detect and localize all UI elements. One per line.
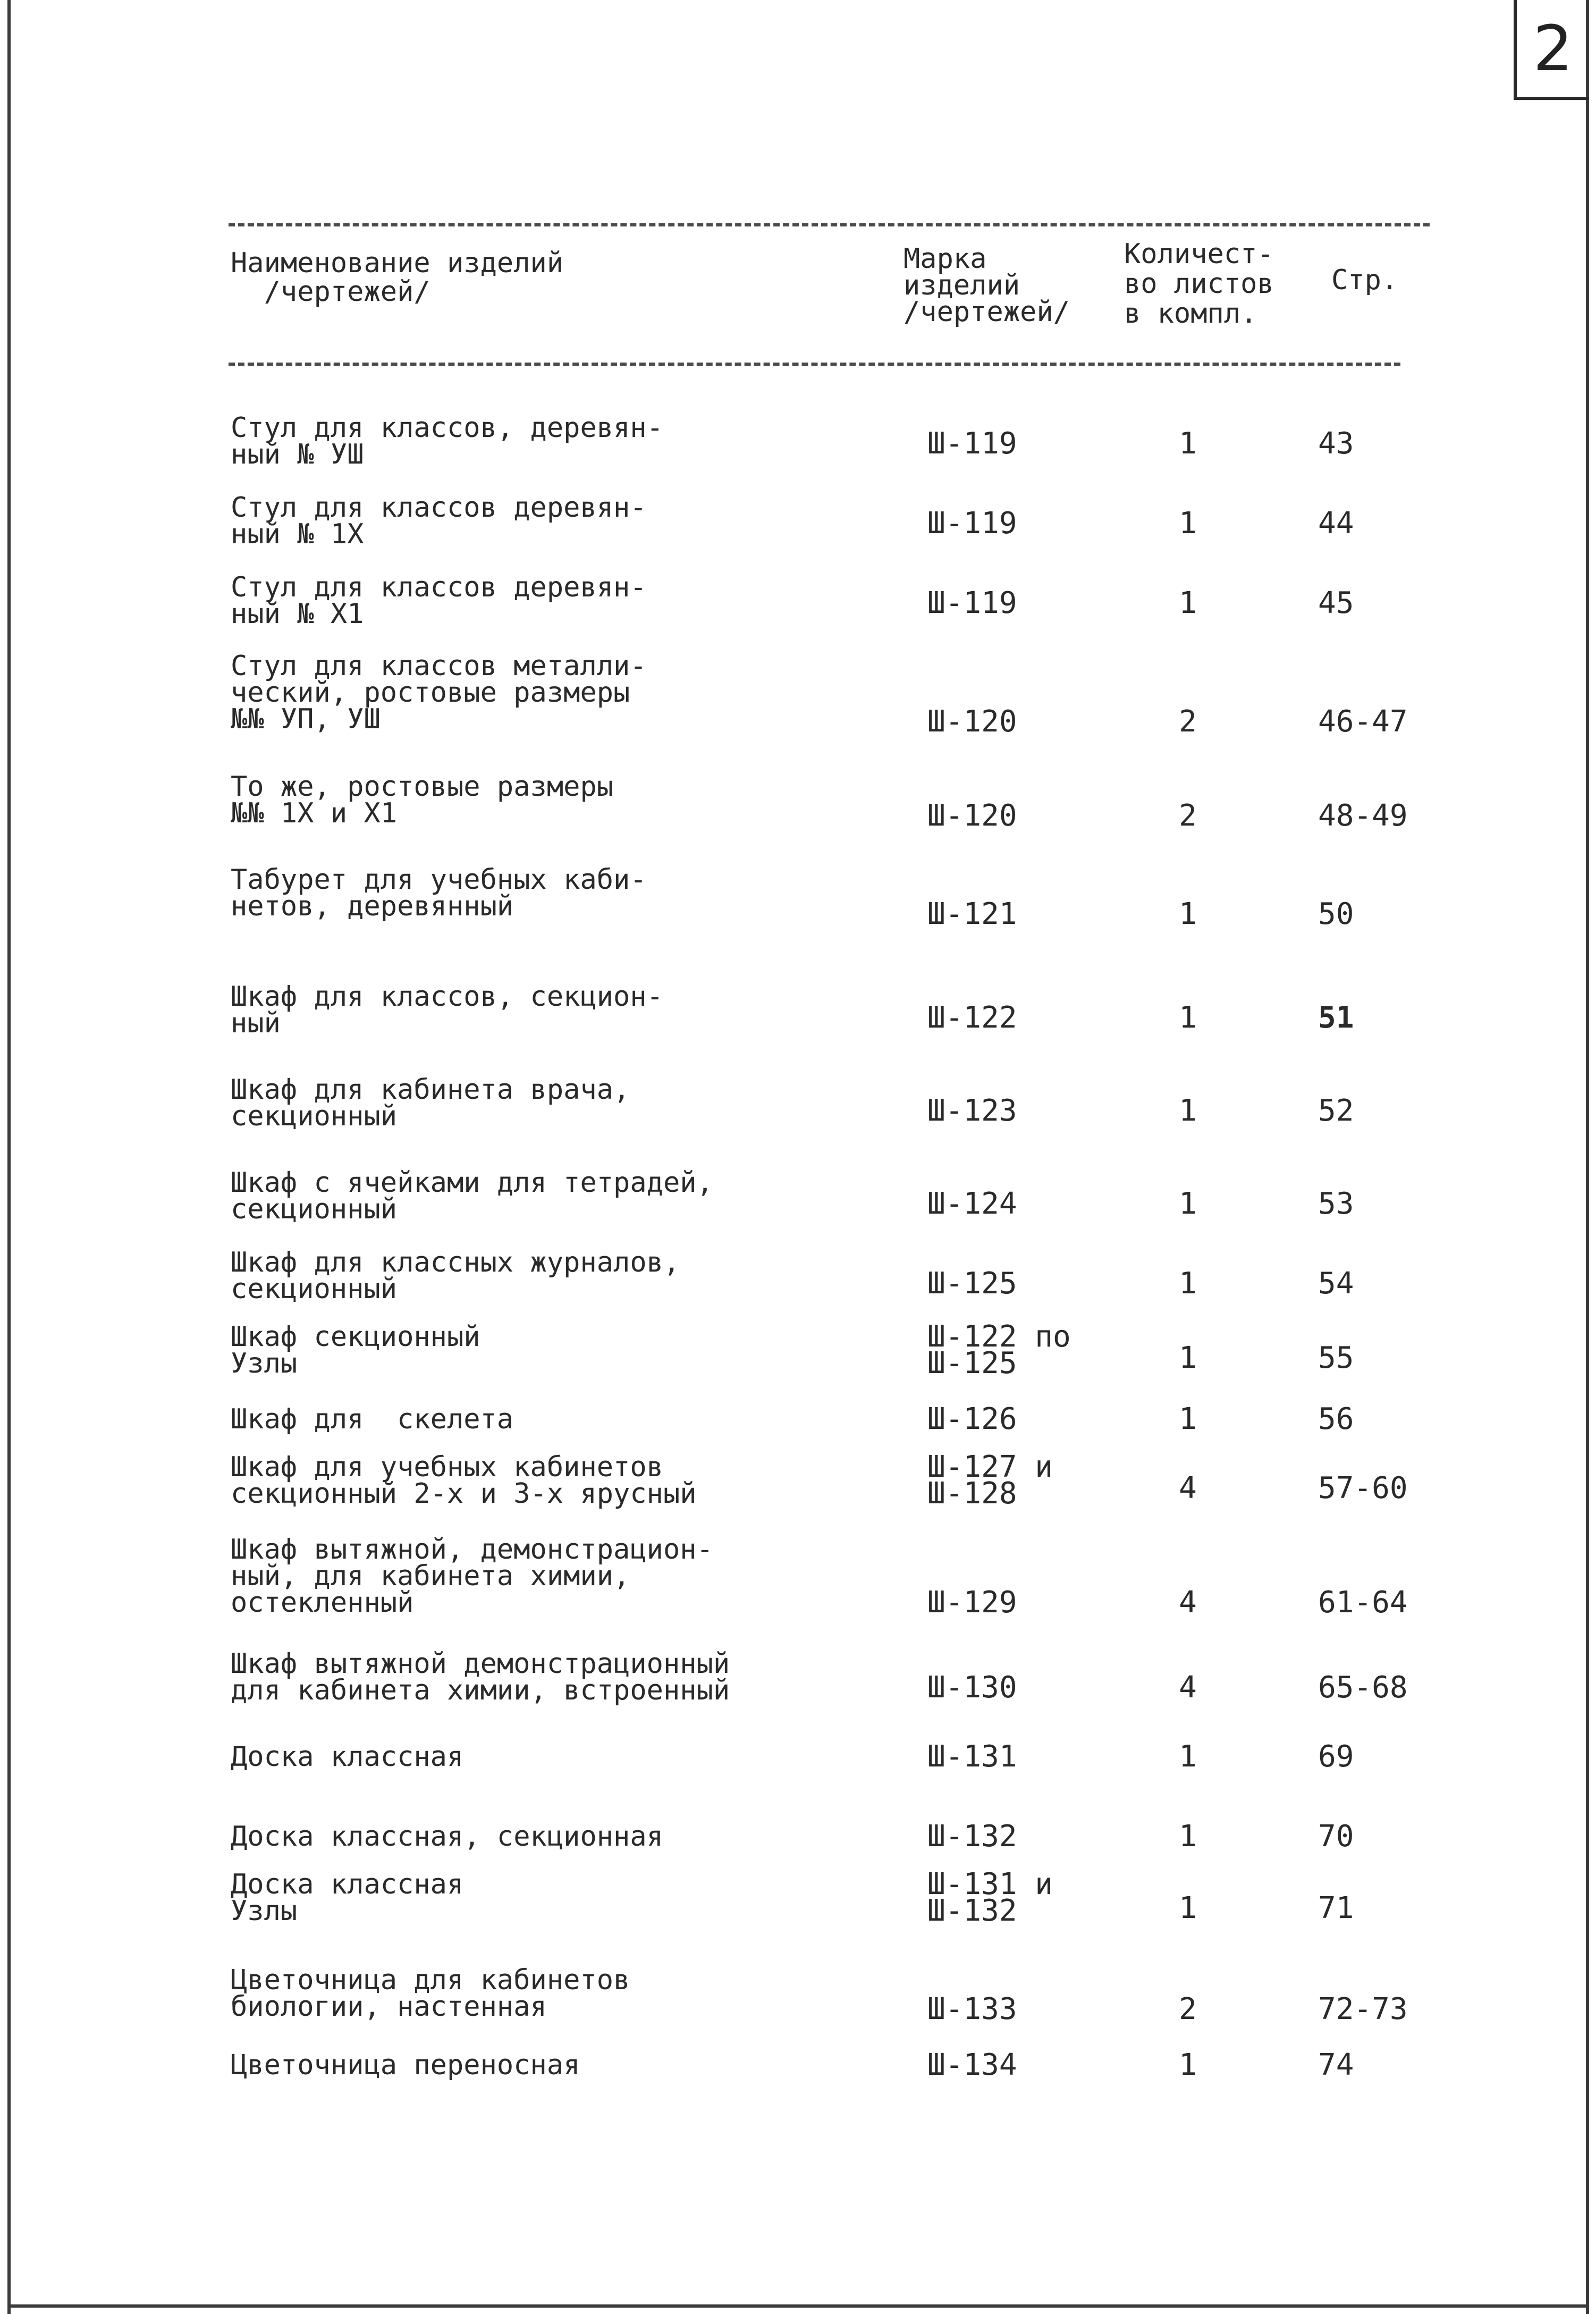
- item-name: Стул для классов, деревян- ный № УШ: [231, 412, 663, 470]
- item-name: Доска классная: [231, 1741, 464, 1773]
- header-name: Наименование изделий /чертежей/: [231, 247, 564, 308]
- page-border-right: [1586, 0, 1589, 2314]
- item-sheet-count: 4: [1179, 1670, 1197, 1705]
- item-sheet-count: 4: [1179, 1585, 1197, 1620]
- item-mark: Ш-121: [927, 897, 1017, 931]
- item-mark: Ш-119: [927, 586, 1017, 620]
- item-page: 72-73: [1318, 1992, 1408, 2026]
- item-page: 53: [1318, 1187, 1354, 1221]
- item-sheet-count: 1: [1179, 426, 1197, 461]
- item-name: Доска классная, секционная: [231, 1821, 663, 1853]
- item-mark: Ш-130: [927, 1670, 1017, 1705]
- item-mark: Ш-122: [927, 1000, 1017, 1035]
- item-page: 45: [1318, 586, 1354, 620]
- item-name: Стул для классов металли- ческий, ростовые размеры №№ УП, УШ: [231, 650, 647, 735]
- item-mark: Ш-122 по Ш-125: [927, 1319, 1071, 1381]
- item-page: 70: [1318, 1819, 1354, 1854]
- header-mark: Марка изделий /чертежей/: [903, 243, 1070, 328]
- item-mark: Ш-120: [927, 798, 1017, 833]
- item-name: Шкаф для классных журналов, секционный: [231, 1247, 680, 1305]
- page-border-bottom: [7, 2304, 1589, 2308]
- item-mark: Ш-134: [927, 2048, 1017, 2082]
- item-name: Шкаф для кабинета врача, секционный: [231, 1074, 630, 1132]
- item-name: Доска классная Узлы: [231, 1869, 464, 1927]
- item-page: 54: [1318, 1266, 1354, 1301]
- item-page: 43: [1318, 426, 1354, 461]
- item-mark: Ш-123: [927, 1093, 1017, 1128]
- item-name: Стул для классов деревян- ный № 1Х: [231, 492, 647, 550]
- item-sheet-count: 1: [1179, 506, 1197, 541]
- item-page: 69: [1318, 1739, 1354, 1774]
- item-sheet-count: 1: [1179, 897, 1197, 931]
- item-mark: Ш-133: [927, 1992, 1017, 2026]
- item-name: Шкаф для классов, секцион- ный: [231, 981, 663, 1039]
- item-page: 48-49: [1318, 798, 1408, 833]
- item-sheet-count: 1: [1179, 586, 1197, 620]
- item-sheet-count: 1: [1179, 1093, 1197, 1128]
- item-sheet-count: 2: [1179, 704, 1197, 739]
- item-sheet-count: 1: [1179, 1739, 1197, 1774]
- item-page: 52: [1318, 1093, 1354, 1128]
- item-name: Цветочница для кабинетов биологии, настенная: [231, 1964, 630, 2023]
- item-page: 61-64: [1318, 1585, 1408, 1620]
- item-mark: Ш-129: [927, 1585, 1017, 1620]
- item-page: 55: [1318, 1341, 1354, 1375]
- item-page: 56: [1318, 1402, 1354, 1436]
- item-mark: Ш-119: [927, 426, 1017, 461]
- header-qty: Количест- во листов в компл.: [1124, 238, 1274, 330]
- header-page: Стр.: [1331, 264, 1398, 296]
- page-number: 2: [1514, 0, 1589, 100]
- item-sheet-count: 1: [1179, 1891, 1197, 1925]
- item-sheet-count: 2: [1179, 1992, 1197, 2026]
- item-name: Цветочница переносная: [231, 2049, 580, 2081]
- item-name: Стул для классов деревян- ный № Х1: [231, 571, 647, 630]
- header-bottom-rule: [229, 363, 1400, 366]
- item-name: Шкаф для учебных кабинетов секционный 2-х и 3-х ярусный: [231, 1451, 697, 1510]
- item-sheet-count: 1: [1179, 1819, 1197, 1854]
- item-sheet-count: 1: [1179, 1187, 1197, 1221]
- item-sheet-count: 1: [1179, 1341, 1197, 1375]
- item-sheet-count: 1: [1179, 1266, 1197, 1301]
- item-mark: Ш-119: [927, 506, 1017, 541]
- item-page: 71: [1318, 1891, 1354, 1925]
- item-page: 65-68: [1318, 1670, 1408, 1705]
- item-page: 74: [1318, 2048, 1354, 2082]
- header-top-rule: [229, 223, 1430, 226]
- item-mark: Ш-120: [927, 704, 1017, 739]
- item-sheet-count: 1: [1179, 2048, 1197, 2082]
- item-name: Шкаф секционный Узлы: [231, 1321, 480, 1379]
- item-page: 44: [1318, 506, 1354, 541]
- item-page: 50: [1318, 897, 1354, 931]
- item-sheet-count: 1: [1179, 1402, 1197, 1436]
- item-page: 46-47: [1318, 704, 1408, 739]
- item-page: 51: [1318, 1000, 1354, 1035]
- item-mark: Ш-127 и Ш-128: [927, 1450, 1053, 1511]
- item-name: То же, ростовые размеры №№ 1Х и Х1: [231, 771, 614, 829]
- item-mark: Ш-124: [927, 1187, 1017, 1221]
- item-mark: Ш-132: [927, 1819, 1017, 1854]
- item-name: Шкаф для скелета: [231, 1403, 514, 1435]
- item-mark: Ш-131 и Ш-132: [927, 1867, 1053, 1928]
- item-name: Табурет для учебных каби- нетов, деревянный: [231, 864, 647, 922]
- item-page: 57-60: [1318, 1471, 1408, 1505]
- page-border-left: [7, 0, 11, 2314]
- item-sheet-count: 1: [1179, 1000, 1197, 1035]
- item-mark: Ш-131: [927, 1739, 1017, 1774]
- item-mark: Ш-125: [927, 1266, 1017, 1301]
- item-name: Шкаф вытяжной демонстрационный для кабинета химии, встроенный: [231, 1648, 730, 1706]
- item-name: Шкаф вытяжной, демонстрацион- ный, для кабинета химии, остекленный: [231, 1534, 713, 1619]
- item-mark: Ш-126: [927, 1402, 1017, 1436]
- item-sheet-count: 4: [1179, 1471, 1197, 1505]
- item-name: Шкаф с ячейками для тетрадей, секционный: [231, 1167, 713, 1225]
- item-sheet-count: 2: [1179, 798, 1197, 833]
